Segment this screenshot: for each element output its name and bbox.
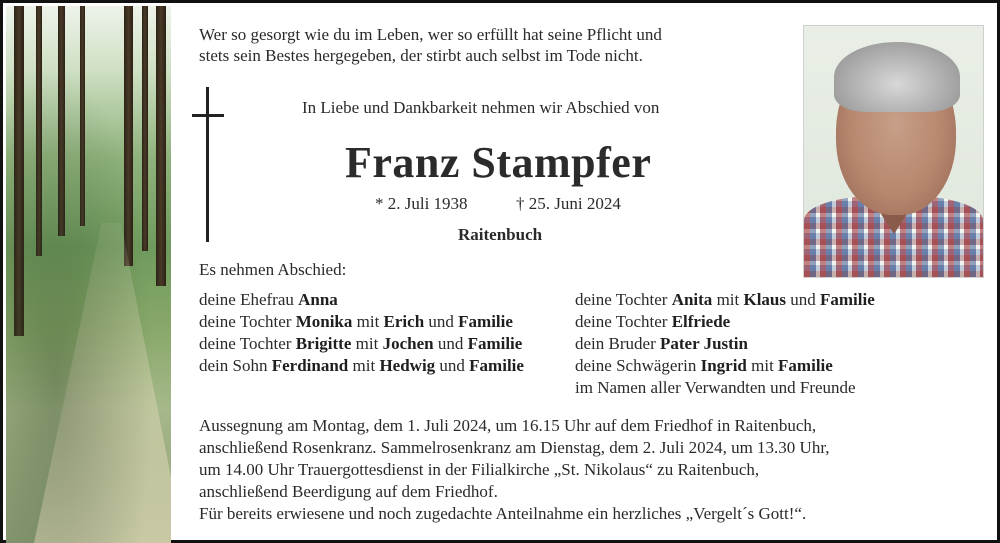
forest-path-image (6, 6, 171, 543)
birth-date: * 2. Juli 1938 (375, 194, 468, 213)
hometown: Raitenbuch (458, 225, 543, 244)
quote-line: Wer so gesorgt wie du im Leben, wer so erfüllt hat seine Pflicht und (199, 25, 662, 44)
mourner-relation: mit (351, 334, 383, 353)
mourner-relation: deine Ehefrau (199, 290, 299, 309)
death-date: † 25. Juni 2024 (516, 194, 621, 213)
farewell-intro: In Liebe und Dankbarkeit nehmen wir Abschied von (302, 98, 660, 117)
mourner-name: Jochen (382, 334, 434, 353)
mourner-entry (575, 289, 875, 311)
mourners-list-right (575, 289, 875, 399)
mourner-relation: deine Tochter (575, 312, 672, 331)
mourner-relation: mit (352, 312, 384, 331)
mourner-relation: und (786, 290, 821, 309)
mourner-name: Ingrid (700, 356, 747, 375)
deceased-name: Franz Stampfer (345, 138, 652, 187)
mourner-relation: dein Bruder (575, 334, 660, 353)
ceremony-line: Aussegnung am Montag, dem 1. Juli 2024, um 16.15 Uhr auf dem Friedhof in Raitenbuch, (199, 416, 817, 435)
mourner-entry (575, 311, 875, 333)
mourner-relation: deine Schwägerin (575, 356, 701, 375)
mourner-name: Familie (778, 356, 833, 375)
mourner-relation: und (424, 312, 459, 331)
mourner-relation: mit (746, 356, 779, 375)
mourner-name: Brigitte (295, 334, 352, 353)
mourner-relation: im Namen aller Verwandten und Freunde (575, 378, 856, 397)
ceremony-details (199, 415, 830, 525)
mourner-relation: deine Tochter (199, 312, 296, 331)
mourner-name: Klaus (743, 290, 787, 309)
quote-line: stets sein Bestes hergegeben, der stirbt auch selbst im Tode nicht. (199, 46, 643, 65)
mourner-name: Familie (820, 290, 875, 309)
memorial-quote (199, 24, 662, 66)
mourners-list-left (199, 289, 524, 377)
ceremony-line: anschließend Rosenkranz. Sammelrosenkranz am Dienstag, dem 2. Juli 2024, um 13.30 Uhr, (199, 438, 830, 457)
mourner-name: Erich (383, 312, 425, 331)
mourner-name: Ferdinand (271, 356, 349, 375)
mourner-entry (199, 355, 524, 377)
mourner-relation: dein Sohn (199, 356, 272, 375)
mourner-entry (199, 289, 524, 311)
ceremony-line: um 14.00 Uhr Trauergottesdienst in der Filialkirche „St. Nikolaus“ zu Raitenbuch, (199, 460, 760, 479)
mourner-name: Monika (295, 312, 353, 331)
mourner-name: Anita (671, 290, 713, 309)
mourner-name: Elfriede (671, 312, 731, 331)
mourner-entry (199, 311, 524, 333)
mourner-relation: und (433, 334, 468, 353)
mourner-entry (575, 355, 875, 377)
mourner-entry (199, 333, 524, 355)
mourner-relation: deine Tochter (575, 290, 672, 309)
portrait-photo (803, 25, 984, 278)
mourner-name: Anna (298, 290, 338, 309)
mourner-relation: mit (712, 290, 744, 309)
cross-icon (206, 87, 209, 242)
mourner-name: Hedwig (379, 356, 436, 375)
mourner-entry (575, 377, 875, 399)
mourner-name: Familie (458, 312, 513, 331)
mourner-relation: und (435, 356, 470, 375)
mourner-relation: mit (348, 356, 380, 375)
ceremony-line: Für bereits erwiesene und noch zugedachte Anteilnahme ein herzliches „Vergelt´s Gott!“. (199, 504, 807, 523)
mourner-entry (575, 333, 875, 355)
mourner-name: Familie (469, 356, 524, 375)
mourner-name: Pater Justin (659, 334, 748, 353)
mourners-header: Es nehmen Abschied: (199, 260, 347, 279)
ceremony-line: anschließend Beerdigung auf dem Friedhof. (199, 482, 498, 501)
mourner-name: Familie (467, 334, 523, 353)
cross-icon-bar (192, 114, 224, 117)
mourner-relation: deine Tochter (199, 334, 296, 353)
